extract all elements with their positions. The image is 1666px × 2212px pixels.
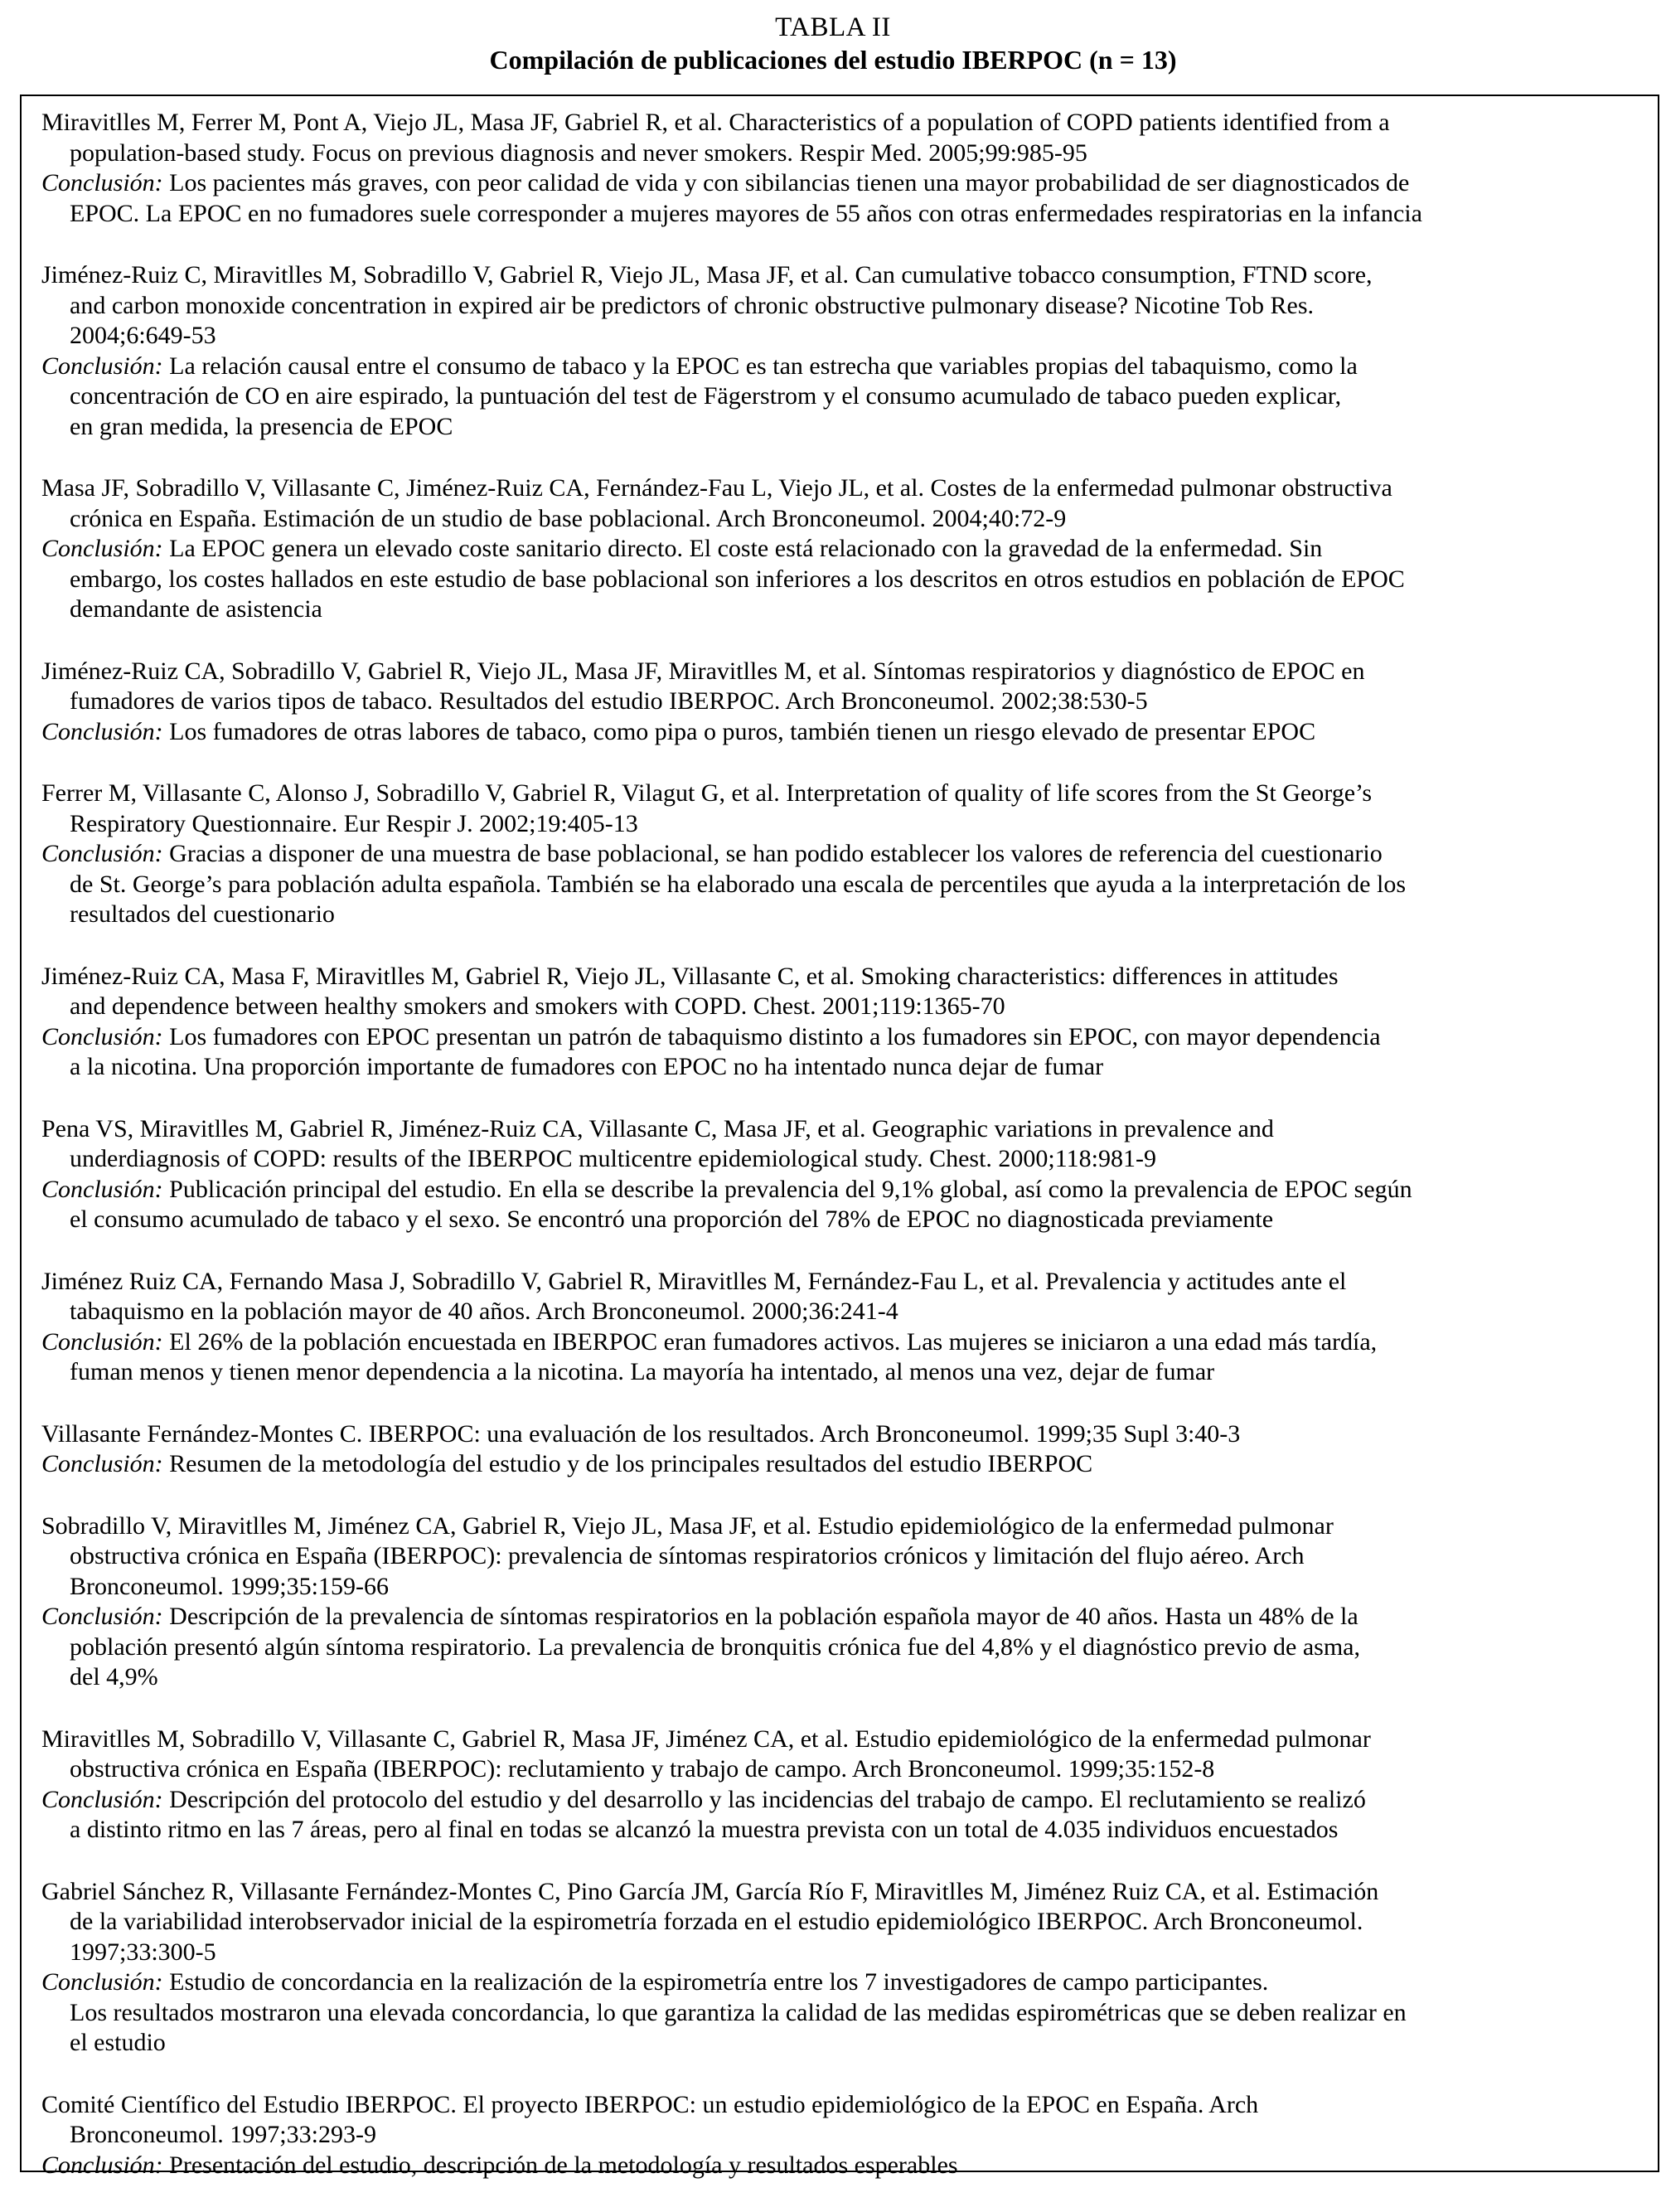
conclusion-label: Conclusión: <box>41 169 163 196</box>
conclusion-line: a la nicotina. Una proporción importante de fumadores con EPOC no ha intentado nunca dejar de fumar <box>70 1053 1104 1080</box>
publication-reference <box>41 1724 1649 1785</box>
reference-line: Miravitlles M, Sobradillo V, Villasante C, Gabriel R, Masa JF, Jiménez CA, et al. Estudio epidemiológico de la enfermedad pulmonar <box>41 1724 1371 1753</box>
publication-entry <box>41 2090 1649 2181</box>
publication-entry <box>41 1419 1649 1480</box>
reference-line: and carbon monoxide concentration in expired air be predictors of chronic obstructive pulmonary disease? Nicotine Tob Res. <box>70 291 1315 319</box>
conclusion-line: El 26% de la población encuestada en IBERPOC eran fumadores activos. Las mujeres se iniciaron a una edad más tardía, <box>169 1327 1378 1356</box>
conclusion-line: Los resultados mostraron una elevada concordancia, lo que garantiza la calidad de las medidas espirométricas que se deben realizar en <box>70 1998 1407 2026</box>
reference-line: fumadores de varios tipos de tabaco. Resultados del estudio IBERPOC. Arch Bronconeumol. 2002;38:530-5 <box>70 687 1148 715</box>
conclusion-line: Estudio de concordancia en la realización de la espirometría entre los 7 investigadores de campo participantes. <box>169 1968 1269 1996</box>
reference-line: Jiménez-Ruiz CA, Sobradillo V, Gabriel R, Viejo JL, Masa JF, Miravitlles M, et al. Síntomas respiratorios y diagnóstico de EPOC en <box>41 657 1365 685</box>
publication-list <box>41 108 1649 2212</box>
publication-reference <box>41 1114 1649 1175</box>
publication-reference <box>41 2090 1649 2151</box>
conclusion-line: Presentación del estudio, descripción de la metodología y resultados esperables <box>169 2151 958 2179</box>
conclusion-line: del 4,9% <box>70 1663 158 1691</box>
conclusion-line: embargo, los costes hallados en este estudio de base poblacional son inferiores a los descritos en otros estudios en población de EPOC <box>70 565 1405 593</box>
reference-line: Villasante Fernández-Montes C. IBERPOC: una evaluación de los resultados. Arch Bronconeumol. 1999;35 Supl 3:40-3 <box>41 1419 1241 1448</box>
conclusion-label: Conclusión: <box>41 717 163 745</box>
publication-entry <box>41 1114 1649 1235</box>
conclusion-label: Conclusión: <box>41 1327 163 1356</box>
publication-conclusion <box>41 1327 1649 1388</box>
table-label: TABLA II <box>775 12 891 42</box>
publication-reference <box>41 1267 1649 1327</box>
publication-reference <box>41 962 1649 1022</box>
conclusion-line: Descripción del protocolo del estudio y del desarrollo y las incidencias del trabajo de campo. El reclutamiento se realizó <box>169 1785 1366 1813</box>
publication-conclusion <box>41 534 1649 625</box>
reference-line: population-based study. Focus on previous diagnosis and never smokers. Respir Med. 2005;99:985-95 <box>70 138 1087 167</box>
conclusion-label: Conclusión: <box>41 840 163 867</box>
publication-reference <box>41 779 1649 839</box>
conclusion-line: EPOC. La EPOC en no fumadores suele corresponder a mujeres mayores de 55 años con otras enfermedades respiratorias en la infancia <box>70 199 1422 227</box>
publication-conclusion <box>41 717 1649 748</box>
publication-reference <box>41 473 1649 534</box>
publication-conclusion <box>41 1175 1649 1235</box>
publication-conclusion <box>41 1967 1649 2059</box>
conclusion-label: Conclusión: <box>41 1450 163 1477</box>
publication-conclusion <box>41 168 1649 229</box>
reference-line: Miravitlles M, Ferrer M, Pont A, Viejo JL, Masa JF, Gabriel R, et al. Characteristics of a population of COPD patients identified from a <box>41 109 1390 136</box>
reference-line: Comité Científico del Estudio IBERPOC. El proyecto IBERPOC: un estudio epidemiológico de la EPOC en España. Arch <box>41 2090 1259 2118</box>
conclusion-label: Conclusión: <box>41 1175 163 1203</box>
publication-reference <box>41 1877 1649 1968</box>
table-title-block <box>0 12 1666 76</box>
publications-table <box>20 95 1659 2179</box>
publication-entry <box>41 962 1649 1083</box>
conclusion-line: población presentó algún síntoma respiratorio. La prevalencia de bronquitis crónica fue del 4,8% y el diagnóstico previo de asma, <box>70 1632 1360 1661</box>
publication-conclusion <box>41 2151 1649 2181</box>
reference-line: obstructiva crónica en España (IBERPOC): prevalencia de síntomas respiratorios crónicos y limitación del flujo aéreo. Arch <box>70 1542 1305 1569</box>
conclusion-line: de St. George’s para población adulta española. También se ha elaborado una escala de percentiles que ayuda a la interpretación de los <box>70 870 1406 898</box>
reference-line: Respiratory Questionnaire. Eur Respir J. 2002;19:405-13 <box>70 809 638 837</box>
conclusion-line: Los fumadores con EPOC presentan un patrón de tabaquismo distinto a los fumadores sin EPOC, con mayor dependencia <box>169 1022 1381 1050</box>
reference-line: Gabriel Sánchez R, Villasante Fernández-Montes C, Pino García JM, García Río F, Miravitlles M, Jiménez Ruiz CA, et al. Estimación <box>41 1877 1379 1905</box>
publication-entry <box>41 108 1649 229</box>
reference-line: Sobradillo V, Miravitlles M, Jiménez CA, Gabriel R, Viejo JL, Masa JF, et al. Estudio epidemiológico de la enfermedad pulmonar <box>41 1511 1334 1540</box>
conclusion-line: Resumen de la metodología del estudio y de los principales resultados del estudio IBERPOC <box>169 1450 1093 1477</box>
conclusion-label: Conclusión: <box>41 2151 163 2179</box>
reference-line: 1997;33:300-5 <box>70 1938 216 1966</box>
publication-entry <box>41 260 1649 442</box>
conclusion-line: Publicación principal del estudio. En ella se describe la prevalencia del 9,1% global, así como la prevalencia de EPOC según <box>169 1175 1412 1203</box>
publication-reference <box>41 108 1649 168</box>
reference-line: crónica en España. Estimación de un studio de base poblacional. Arch Bronconeumol. 2004;40:72-9 <box>70 504 1067 532</box>
publication-entry <box>41 1877 1649 2059</box>
conclusion-line: fuman menos y tienen menor dependencia a la nicotina. La mayoría ha intentado, al menos una vez, dejar de fumar <box>70 1358 1215 1385</box>
reference-line: Jiménez-Ruiz CA, Masa F, Miravitlles M, Gabriel R, Viejo JL, Villasante C, et al. Smoking characteristics: differences in attitudes <box>41 962 1339 990</box>
publication-conclusion <box>41 1785 1649 1846</box>
conclusion-line: a distinto ritmo en las 7 áreas, pero al final en todas se alcanzó la muestra prevista con un total de 4.035 individuos encuestados <box>70 1816 1339 1843</box>
conclusion-line: Descripción de la prevalencia de síntomas respiratorios en la población española mayor de 40 años. Hasta un 48% de la <box>169 1603 1358 1630</box>
conclusion-line: el consumo acumulado de tabaco y el sexo. Se encontró una proporción del 78% de EPOC no diagnosticada previamente <box>70 1205 1274 1233</box>
conclusion-line: Los pacientes más graves, con peor calidad de vida y con sibilancias tienen una mayor probabilidad de ser diagnosticados de <box>169 169 1410 196</box>
publication-entry <box>41 1511 1649 1693</box>
table-caption: Compilación de publicaciones del estudio IBERPOC (n = 13) <box>489 45 1177 75</box>
reference-line: and dependence between healthy smokers and smokers with COPD. Chest. 2001;119:1365-70 <box>70 992 1005 1020</box>
publication-reference <box>41 1419 1649 1450</box>
publication-entry <box>41 1724 1649 1846</box>
conclusion-line: La relación causal entre el consumo de tabaco y la EPOC es tan estrecha que variables propias del tabaquismo, como la <box>169 352 1358 380</box>
conclusion-label: Conclusión: <box>41 352 163 380</box>
reference-line: Ferrer M, Villasante C, Alonso J, Sobradillo V, Gabriel R, Vilagut G, et al. Interpretation of quality of life scores from the St George’s <box>41 779 1373 807</box>
conclusion-line: resultados del cuestionario <box>70 900 335 928</box>
conclusion-line: concentración de CO en aire espirado, la puntuación del test de Fägerstrom y el consumo acumulado de tabaco pueden explicar, <box>70 382 1342 410</box>
publication-conclusion <box>41 1022 1649 1083</box>
reference-line: 2004;6:649-53 <box>70 322 216 349</box>
conclusion-label: Conclusión: <box>41 1968 163 1996</box>
publication-reference <box>41 260 1649 352</box>
publication-conclusion <box>41 839 1649 930</box>
reference-line: Bronconeumol. 1997;33:293-9 <box>70 2121 376 2148</box>
publication-conclusion <box>41 352 1649 443</box>
conclusion-line: Los fumadores de otras labores de tabaco, como pipa o puros, también tienen un riesgo elevado de presentar EPOC <box>169 717 1316 745</box>
conclusion-label: Conclusión: <box>41 1785 163 1813</box>
conclusion-line: en gran medida, la presencia de EPOC <box>70 412 453 440</box>
reference-line: underdiagnosis of COPD: results of the IBERPOC multicentre epidemiological study. Chest. 2000;118:981-9 <box>70 1145 1156 1172</box>
publication-entry <box>41 473 1649 625</box>
reference-line: Jiménez Ruiz CA, Fernando Masa J, Sobradillo V, Gabriel R, Miravitlles M, Fernández-Fau L, et al. Prevalencia y actitudes ante el <box>41 1267 1347 1295</box>
reference-line: Jiménez-Ruiz C, Miravitlles M, Sobradillo V, Gabriel R, Viejo JL, Masa JF, et al. Can cumulative tobacco consumption, FTND score, <box>41 261 1373 289</box>
publication-entry <box>41 657 1649 748</box>
conclusion-line: el estudio <box>70 2029 166 2056</box>
conclusion-label: Conclusión: <box>41 1603 163 1630</box>
reference-line: tabaquismo en la población mayor de 40 años. Arch Bronconeumol. 2000;36:241-4 <box>70 1298 898 1325</box>
publication-conclusion <box>41 1449 1649 1480</box>
conclusion-label: Conclusión: <box>41 535 163 562</box>
reference-line: obstructiva crónica en España (IBERPOC): reclutamiento y trabajo de campo. Arch Bronconeumol. 1999;35:152-8 <box>70 1755 1215 1783</box>
reference-line: Pena VS, Miravitlles M, Gabriel R, Jiménez-Ruiz CA, Villasante C, Masa JF, et al. Geographic variations in prevalence and <box>41 1114 1274 1142</box>
publication-reference <box>41 1511 1649 1603</box>
conclusion-label: Conclusión: <box>41 1022 163 1050</box>
conclusion-line: La EPOC genera un elevado coste sanitario directo. El coste está relacionado con la gravedad de la enfermedad. Sin <box>169 535 1323 562</box>
reference-line: Masa JF, Sobradillo V, Villasante C, Jiménez-Ruiz CA, Fernández-Fau L, Viejo JL, et al. Costes de la enfermedad pulmonar obstructiva <box>41 474 1392 502</box>
conclusion-line: Gracias a disponer de una muestra de base poblacional, se han podido establecer los valores de referencia del cuestionario <box>169 840 1383 867</box>
publication-conclusion <box>41 1602 1649 1693</box>
reference-line: de la variabilidad interobservador inicial de la espirometría forzada en el estudio epidemiológico IBERPOC. Arch Bronconeumol. <box>70 1908 1363 1935</box>
publication-entry <box>41 779 1649 930</box>
publication-entry <box>41 1267 1649 1388</box>
publication-reference <box>41 657 1649 717</box>
conclusion-line: demandante de asistencia <box>70 595 322 623</box>
reference-line: Bronconeumol. 1999;35:159-66 <box>70 1572 389 1600</box>
